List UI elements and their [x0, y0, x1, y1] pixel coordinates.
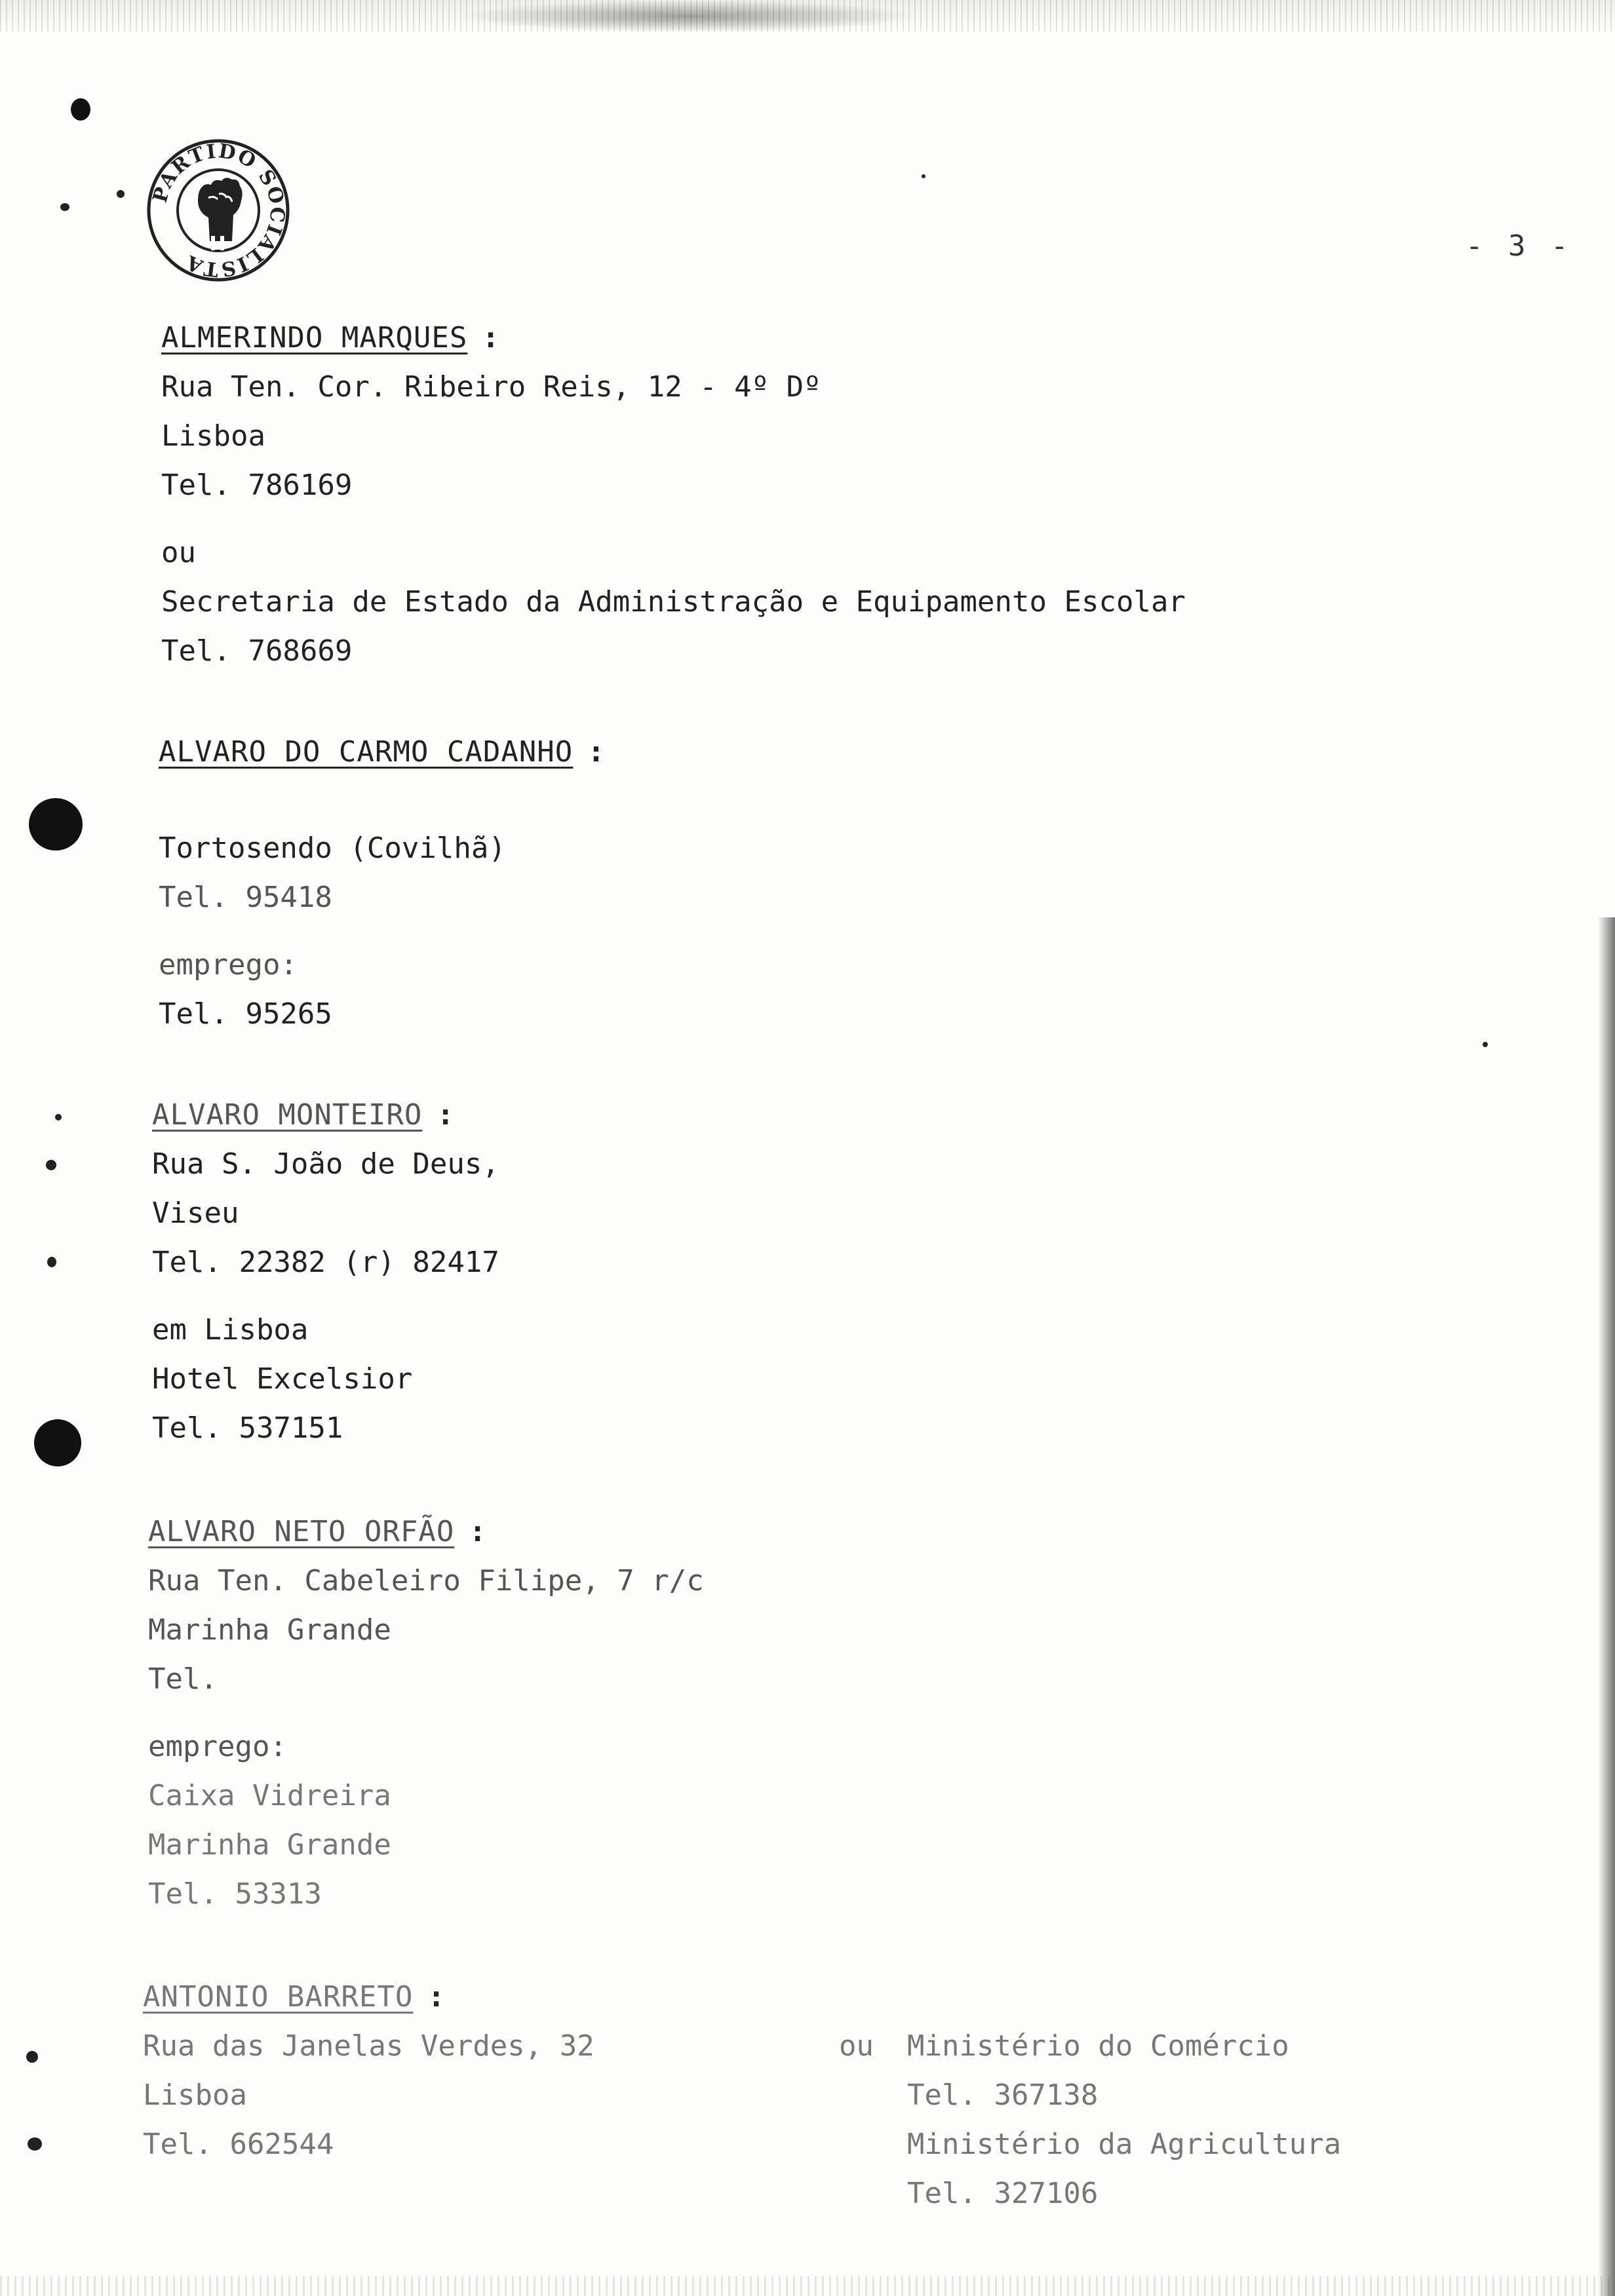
- side-label: ou: [839, 2029, 874, 2063]
- phone-line: Tel. 786169: [161, 469, 353, 502]
- address-line: Viseu: [152, 1196, 239, 1230]
- address-line: Lisboa: [143, 2078, 247, 2112]
- tick-mark: :: [437, 1098, 454, 1132]
- scan-shadow-right: [1598, 917, 1615, 2296]
- scan-smudge-top: [459, 0, 918, 33]
- contact-name: ANTONIO BARRETO: [143, 1980, 414, 2014]
- phone-line: Tel.: [148, 1662, 218, 1696]
- scan-noise-bottom: [0, 2276, 1615, 2296]
- contact-entry: [152, 1090, 499, 1453]
- tick-mark: :: [587, 735, 605, 769]
- phone-line: Tel. 327106: [907, 2177, 1099, 2210]
- address-line: Tortosendo (Covilhã): [159, 832, 506, 865]
- address-line: Rua Ten. Cor. Ribeiro Reis, 12 - 4º Dº: [161, 370, 821, 404]
- phone-line: Tel. 53313: [148, 1877, 322, 1911]
- phone-line: Tel. 95418: [159, 881, 332, 914]
- phone-line: Tel. 537151: [152, 1411, 343, 1445]
- address-line: Marinha Grande: [148, 1828, 391, 1862]
- speck: [26, 2051, 38, 2063]
- speck: [60, 203, 69, 211]
- speck: [1483, 1042, 1488, 1047]
- contact-entry: [161, 313, 1186, 676]
- phone-line: Tel. 367138: [907, 2078, 1099, 2112]
- address-line: Rua Ten. Cabeleiro Filipe, 7 r/c: [148, 1564, 704, 1598]
- alt-label: em Lisboa: [152, 1313, 309, 1347]
- contact-entry: [148, 1507, 704, 1919]
- phone-line: Tel. 22382 (r) 82417: [152, 1246, 499, 1279]
- speck: [55, 1114, 62, 1120]
- tick-mark: :: [482, 321, 499, 354]
- punch-hole-lower: [34, 1419, 81, 1466]
- address-line: Ministério da Agricultura: [907, 2128, 1342, 2161]
- address-line: Ministério do Comércio: [907, 2029, 1289, 2063]
- phone-line: Tel. 768669: [161, 634, 353, 668]
- speck: [28, 2137, 42, 2151]
- punch-hole-middle: [29, 798, 83, 851]
- tick-mark: :: [427, 1980, 445, 2014]
- contact-name: ALMERINDO MARQUES: [161, 321, 468, 354]
- address-line: Secretaria de Estado da Administração e Equipamento Escolar: [161, 585, 1186, 619]
- punch-hole-top: [71, 98, 90, 121]
- alt-label: ou: [161, 536, 196, 569]
- logo-ring-text: PARTIDO SOCIALISTA: [148, 140, 289, 281]
- contact-name: ALVARO DO CARMO CADANHO: [159, 735, 574, 769]
- contact-name: ALVARO NETO ORFÃO: [148, 1515, 455, 1548]
- contact-entry: [159, 727, 605, 1039]
- party-logo: [146, 138, 291, 283]
- speck: [922, 174, 925, 178]
- speck: [117, 190, 125, 198]
- phone-line: Tel. 662544: [143, 2128, 334, 2161]
- phone-line: Tel. 95265: [159, 997, 332, 1031]
- contact-entry: [143, 1972, 594, 2169]
- alt-label: emprego:: [159, 948, 298, 982]
- speck: [46, 1160, 56, 1170]
- address-line: Marinha Grande: [148, 1613, 391, 1647]
- speck: [47, 1257, 56, 1267]
- contact-name: ALVARO MONTEIRO: [152, 1098, 423, 1132]
- address-line: Rua S. João de Deus,: [152, 1147, 499, 1181]
- address-line: Hotel Excelsior: [152, 1362, 413, 1396]
- fist-icon: [198, 178, 243, 250]
- address-line: Lisboa: [161, 419, 265, 453]
- alt-label: emprego:: [148, 1730, 287, 1763]
- tick-mark: :: [469, 1515, 486, 1548]
- address-line: Rua das Janelas Verdes, 32: [143, 2029, 594, 2063]
- address-line: Caixa Vidreira: [148, 1779, 391, 1812]
- page-number: - 3 -: [1466, 229, 1572, 263]
